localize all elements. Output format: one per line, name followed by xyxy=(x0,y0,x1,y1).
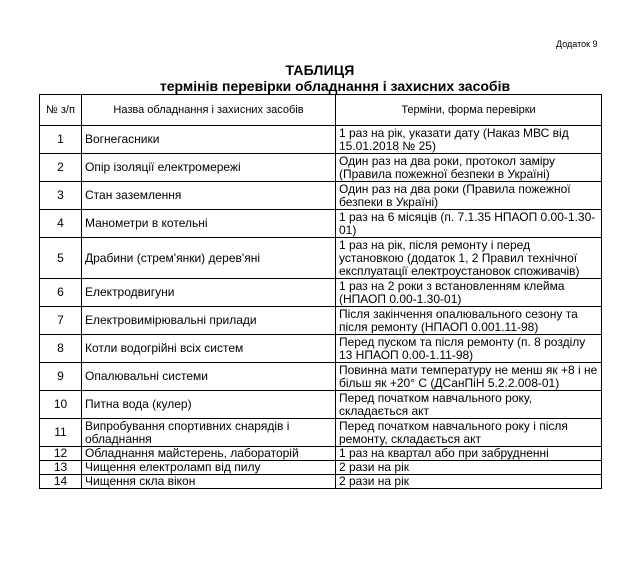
row-term: Перед початком навчального року і після ремонту, складається акт xyxy=(336,419,602,447)
table-row xyxy=(40,475,602,489)
row-number: 1 xyxy=(40,126,82,154)
row-term: Перед пуском та після ремонту (п. 8 розділу 13 НПАОП 0.00-1.11-98) xyxy=(336,335,602,363)
row-name: Електродвигуни xyxy=(82,279,336,307)
document-title: ТАБЛИЦЯ xyxy=(285,62,355,78)
table-row xyxy=(40,391,602,419)
row-term: 1 раз на 6 місяців (п. 7.1.35 НПАОП 0.00-1.30-01) xyxy=(336,210,602,238)
header-name: Назва обладнання і захисних засобів xyxy=(82,95,336,126)
row-name: Драбини (стрем'янки) дерев'яні xyxy=(82,238,336,279)
row-term: Після закінчення опалювального сезону та після ремонту (НПАОП 0.001.11-98) xyxy=(336,307,602,335)
row-term: Один раз на два роки (Правила пожежної безпеки в Україні) xyxy=(336,182,602,210)
row-term: 1 раз на 2 роки з встановленням клейма (НПАОП 0.00-1.30-01) xyxy=(336,279,602,307)
table-row xyxy=(40,182,602,210)
table-row xyxy=(40,210,602,238)
row-number: 10 xyxy=(40,391,82,419)
inspection-table xyxy=(39,94,602,489)
row-term: Один раз на два роки, протокол заміру (Правила пожежної безпеки в Україні) xyxy=(336,154,602,182)
table-row xyxy=(40,447,602,461)
row-name: Електровимірювальні прилади xyxy=(82,307,336,335)
appendix-label: Додаток 9 xyxy=(556,39,598,49)
row-name: Стан заземлення xyxy=(82,182,336,210)
row-number: 3 xyxy=(40,182,82,210)
row-term: 1 раз на квартал або при забрудненні xyxy=(336,447,602,461)
row-term: Перед початком навчального року, складається акт xyxy=(336,391,602,419)
row-number: 5 xyxy=(40,238,82,279)
row-name: Випробування спортивних снарядів і обладнання xyxy=(82,419,336,447)
row-term: Повинна мати температуру не менш як +8 і не більш як +20° С (ДСанПіН 5.2.2.008-01) xyxy=(336,363,602,391)
row-name: Питна вода (кулер) xyxy=(82,391,336,419)
table-row xyxy=(40,419,602,447)
table-row xyxy=(40,126,602,154)
row-term: 2 рази на рік xyxy=(336,461,602,475)
row-name: Чищення скла вікон xyxy=(82,475,336,489)
table-row xyxy=(40,335,602,363)
row-name: Чищення електроламп від пилу xyxy=(82,461,336,475)
table-row xyxy=(40,307,602,335)
row-number: 7 xyxy=(40,307,82,335)
row-name: Обладнання майстерень, лабораторій xyxy=(82,447,336,461)
row-number: 8 xyxy=(40,335,82,363)
table-row xyxy=(40,461,602,475)
row-number: 14 xyxy=(40,475,82,489)
row-name: Опалювальні системи xyxy=(82,363,336,391)
row-term: 1 раз на рік, указати дату (Наказ МВС від 15.01.2018 № 25) xyxy=(336,126,602,154)
row-name: Вогнегасники xyxy=(82,126,336,154)
row-number: 12 xyxy=(40,447,82,461)
header-number: № з/п xyxy=(40,95,82,126)
table-row xyxy=(40,363,602,391)
row-number: 2 xyxy=(40,154,82,182)
row-name: Опір ізоляції електромережі xyxy=(82,154,336,182)
row-number: 4 xyxy=(40,210,82,238)
row-number: 11 xyxy=(40,419,82,447)
table-header-row xyxy=(40,95,602,126)
row-term: 1 раз на рік, після ремонту і перед установкою (додаток 1, 2 Правил технічної експлуатації електроустановок споживачів) xyxy=(336,238,602,279)
document-subtitle: термінів перевірки обладнання і захисних засобів xyxy=(159,78,511,94)
table-row xyxy=(40,238,602,279)
row-name: Котли водогрійні всіх систем xyxy=(82,335,336,363)
row-number: 6 xyxy=(40,279,82,307)
row-number: 9 xyxy=(40,363,82,391)
row-number: 13 xyxy=(40,461,82,475)
row-term: 2 рази на рік xyxy=(336,475,602,489)
row-name: Манометри в котельні xyxy=(82,210,336,238)
table-row xyxy=(40,279,602,307)
table-row xyxy=(40,154,602,182)
header-term: Терміни, форма перевірки xyxy=(336,95,602,126)
